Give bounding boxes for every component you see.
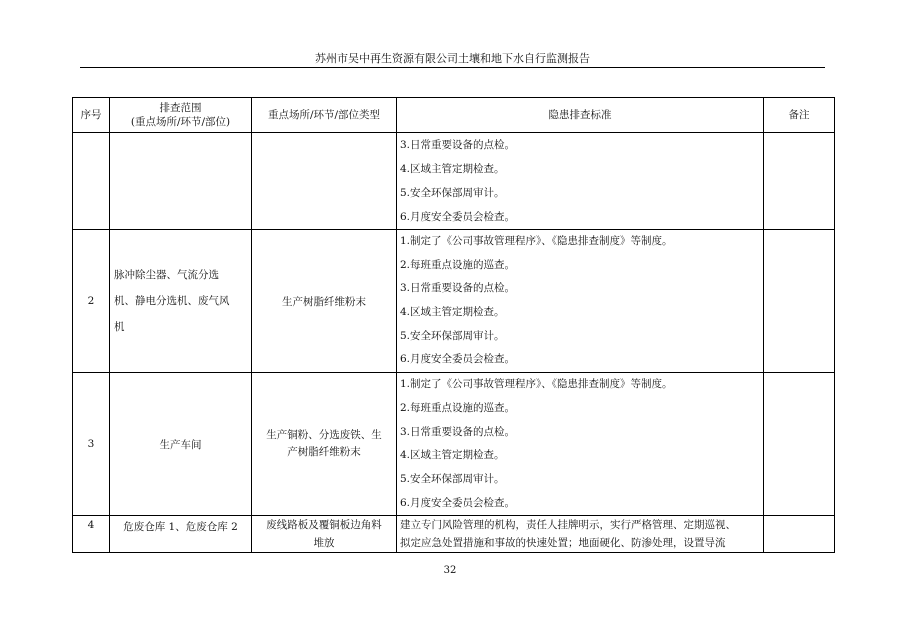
type-line: 堆放 <box>313 537 335 550</box>
col-header-seq: 序号 <box>73 98 110 133</box>
table-row <box>73 230 835 373</box>
standard-line: 5.安全环保部周审计。 <box>400 187 505 199</box>
standard-line: 1.制定了《公司事故管理程序》、《隐患排查制度》等制度。 <box>400 378 673 391</box>
cell-type <box>252 373 397 516</box>
page-number: 32 <box>443 565 457 576</box>
location-line: 脉冲除尘器、气流分选 <box>114 269 219 282</box>
col-header-scope-line2: (重点场所/环节/部位) <box>130 116 231 128</box>
col-header-remark: 备注 <box>764 98 835 133</box>
standard-line: 3.日常重要设备的点检。 <box>400 139 516 151</box>
type-line: 产树脂纤维粉末 <box>287 446 361 459</box>
standard-line: 5.安全环保部周审计。 <box>400 472 505 485</box>
cell-type <box>252 516 397 553</box>
page-header-title: 苏州市吴中再生资源有限公司土壤和地下水自行监测报告 <box>315 52 590 65</box>
cell-remark <box>764 373 835 516</box>
cell-seq: 4 <box>73 516 110 553</box>
table-row <box>73 373 835 516</box>
standard-line: 6.月度安全委员会检查。 <box>400 211 516 223</box>
cell-seq <box>73 133 110 230</box>
standard-line: 3.日常重要设备的点检。 <box>400 282 516 295</box>
cell-seq: 3 <box>73 373 110 516</box>
table-row <box>73 516 835 553</box>
col-header-standard: 隐患排查标准 <box>397 98 764 133</box>
standard-line: 建立专门风险管理的机构，责任人挂牌明示，实行严格管理、定期巡视、 <box>400 519 736 532</box>
standard-line: 5.安全环保部周审计。 <box>400 329 505 342</box>
cell-remark <box>764 133 835 230</box>
cell-standard <box>397 516 764 553</box>
standard-line: 6.月度安全委员会检查。 <box>400 496 516 509</box>
cell-remark <box>764 230 835 373</box>
table-header-row <box>73 98 835 133</box>
col-header-scope-line1: 排查范围 <box>159 102 202 114</box>
cell-type: 生产树脂纤维粉末 <box>252 230 397 373</box>
cell-remark <box>764 516 835 553</box>
standard-line: 1.制定了《公司事故管理程序》、《隐患排查制度》等制度。 <box>400 235 673 247</box>
standard-line: 4.区域主管定期检查。 <box>400 163 505 175</box>
cell-location: 生产车间 <box>110 373 252 516</box>
standard-line: 6.月度安全委员会检查。 <box>400 353 516 366</box>
type-line: 生产铜粉、分选废铁、生 <box>266 429 382 442</box>
cell-location <box>110 133 252 230</box>
col-header-type: 重点场所/环节/部位类型 <box>252 98 397 133</box>
cell-type <box>252 133 397 230</box>
location-line: 机 <box>114 321 125 334</box>
standard-line: 3.日常重要设备的点检。 <box>400 425 516 438</box>
standard-line: 2.每班重点设施的巡查。 <box>400 258 516 271</box>
type-line: 废线路板及覆铜板边角料 <box>266 519 382 532</box>
location-line: 机、静电分选机、废气风 <box>114 295 230 308</box>
cell-seq: 2 <box>73 230 110 373</box>
hazard-inspection-table <box>72 97 835 553</box>
cell-location <box>110 230 252 373</box>
cell-standard <box>397 133 764 230</box>
standard-line: 4.区域主管定期检查。 <box>400 449 505 462</box>
standard-line: 4.区域主管定期检查。 <box>400 306 505 319</box>
standard-line: 拟定应急处置措施和事故的快速处置；地面硬化、防渗处理，设置导流 <box>400 537 726 550</box>
col-header-scope <box>110 98 252 133</box>
standard-line: 2.每班重点设施的巡查。 <box>400 401 516 414</box>
header-rule <box>80 67 825 68</box>
cell-location: 危废仓库 1、危废仓库 2 <box>110 516 252 553</box>
table-row <box>73 133 835 230</box>
cell-standard <box>397 373 764 516</box>
cell-standard <box>397 230 764 373</box>
